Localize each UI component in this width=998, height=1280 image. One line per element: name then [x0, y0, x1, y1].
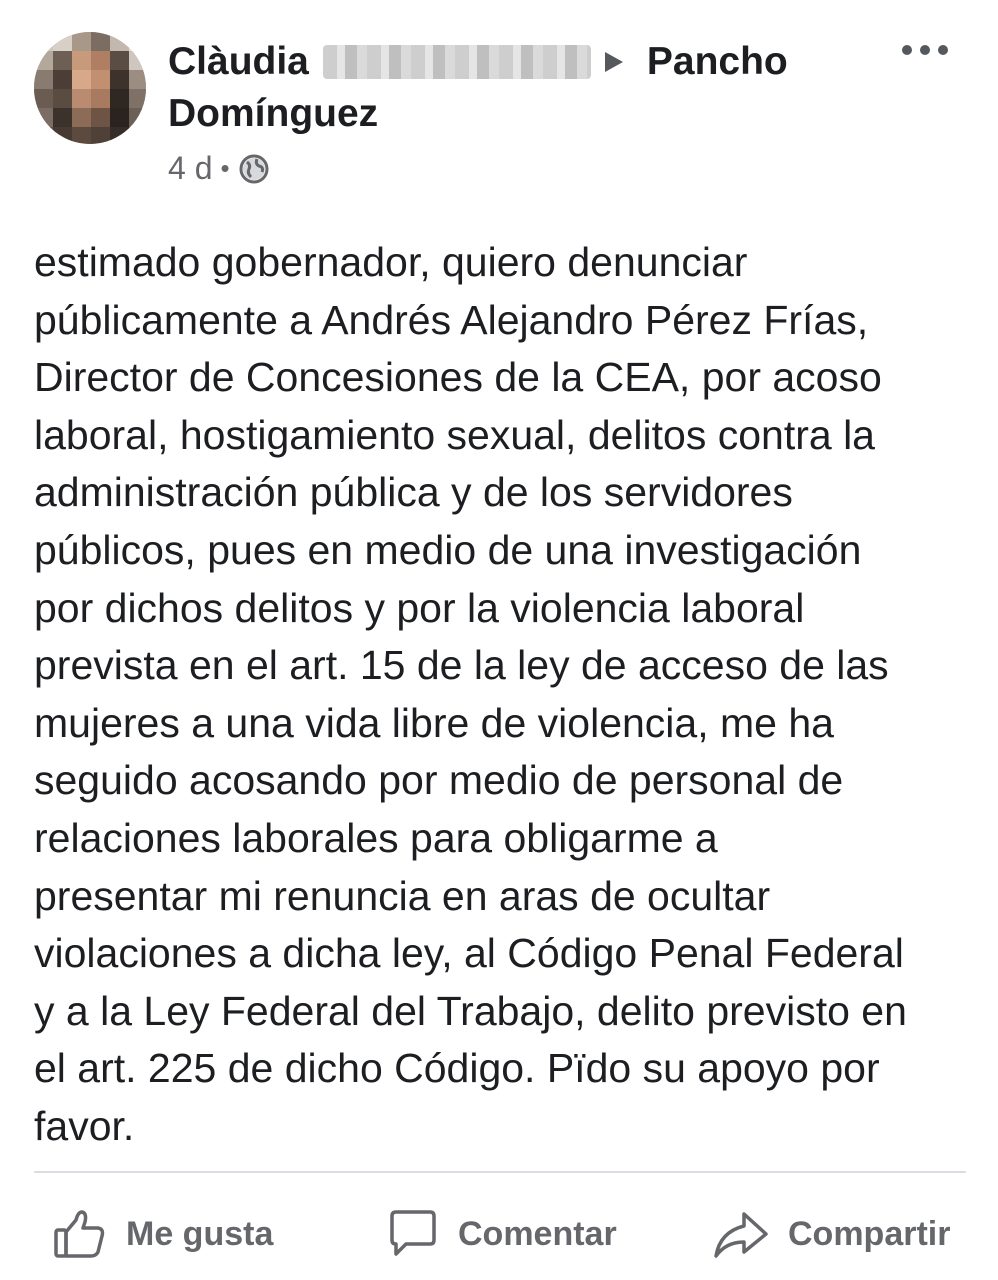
divider	[34, 1171, 966, 1173]
target-first-name[interactable]: Pancho	[646, 40, 788, 83]
comment-bubble-icon	[384, 1206, 440, 1262]
share-label: Compartir	[788, 1214, 951, 1253]
post-meta	[168, 150, 270, 187]
post-header	[168, 36, 848, 140]
arrow-right-icon	[605, 52, 623, 72]
redacted-surname	[323, 45, 591, 79]
share-button[interactable]	[712, 1206, 950, 1262]
meta-separator: •	[220, 153, 230, 183]
author-name[interactable]: Clàudia	[168, 40, 309, 83]
like-label: Me gusta	[126, 1214, 274, 1253]
post-body-text: estimado gobernador, quiero denunciar públicamente a Andrés Alejandro Pérez Frías, Director de Concesiones de la CEA, por acoso laboral, hostigamiento sexual, delitos contra la administración pública y de los servidores públicos, pues en medio de una investigación por dichos delitos y por la violencia laboral prevista en el art. 15 de la ley de acceso de las mujeres a una vida libre de violencia, me ha seguido acosando por medio de personal de relaciones laborales para obligarme a presentar mi renuncia en aras de ocultar violaciones a dicha ley, al Código Penal Federal y a la Ley Federal del Trabajo, delito previsto en el art. 225 de dicho Código. Pïdo su apoyo por favor.	[34, 239, 907, 1149]
post-actions	[0, 1196, 998, 1276]
author-line	[168, 36, 848, 88]
comment-label: Comentar	[458, 1214, 617, 1253]
more-options-icon[interactable]	[902, 40, 948, 60]
comment-button[interactable]	[384, 1206, 617, 1262]
share-arrow-icon	[712, 1206, 770, 1262]
globe-icon	[238, 153, 270, 185]
like-button[interactable]	[52, 1206, 273, 1262]
avatar[interactable]	[34, 32, 146, 144]
target-last-name[interactable]: Domínguez	[168, 92, 379, 135]
thumbs-up-icon	[52, 1206, 108, 1262]
post-time[interactable]: 4 d	[168, 150, 213, 186]
